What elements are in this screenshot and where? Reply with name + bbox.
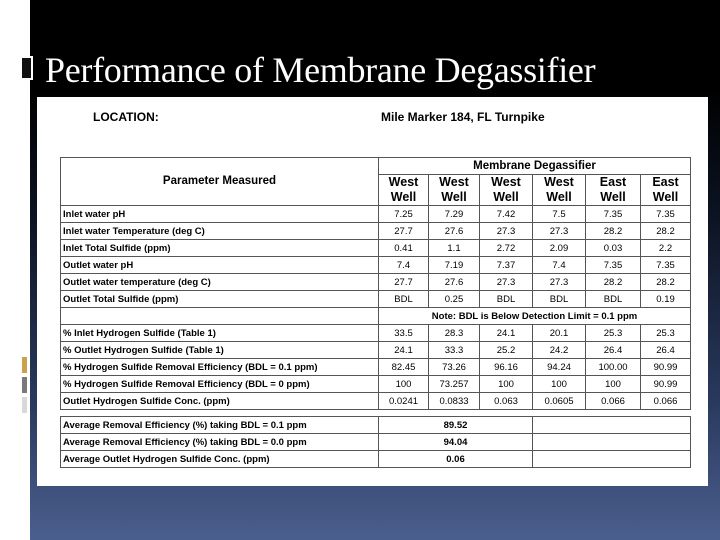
value-cell: 28.2: [641, 223, 691, 240]
value-cell: 26.4: [586, 342, 641, 359]
row-label: Outlet Total Sulfide (ppm): [61, 291, 379, 308]
table-row: [61, 240, 691, 257]
value-cell: 0.0605: [533, 393, 586, 410]
value-cell: 1.1: [429, 240, 480, 257]
row-label: Inlet water pH: [61, 206, 379, 223]
gap-cell: [61, 410, 691, 417]
value-cell: 0.03: [586, 240, 641, 257]
value-cell: 24.1: [480, 325, 533, 342]
value-cell: 7.19: [429, 257, 480, 274]
summary-label: Average Outlet Hydrogen Sulfide Conc. (ppm): [61, 451, 379, 468]
gap-row: [61, 410, 691, 417]
table-row: [61, 257, 691, 274]
summary-row: [61, 417, 691, 434]
location-label: LOCATION:: [93, 110, 159, 124]
row-label: % Hydrogen Sulfide Removal Efficiency (BDL = 0.1 ppm): [61, 359, 379, 376]
row-label: % Inlet Hydrogen Sulfide (Table 1): [61, 325, 379, 342]
value-cell: 100: [379, 376, 429, 393]
row-label: % Outlet Hydrogen Sulfide (Table 1): [61, 342, 379, 359]
value-cell: 7.35: [641, 206, 691, 223]
summary-value: 89.52: [379, 417, 533, 434]
well-header: West Well: [480, 175, 533, 206]
summary-label: Average Removal Efficiency (%) taking BDL = 0.1 ppm: [61, 417, 379, 434]
value-cell: 0.19: [641, 291, 691, 308]
value-cell: 0.066: [641, 393, 691, 410]
summary-blank: [533, 451, 691, 468]
value-cell: 27.6: [429, 274, 480, 291]
well-header: East Well: [641, 175, 691, 206]
slide-title: Performance of Membrane Degassifier: [45, 50, 596, 90]
value-cell: 27.3: [533, 274, 586, 291]
summary-row: [61, 451, 691, 468]
location-value: Mile Marker 184, FL Turnpike: [381, 110, 545, 124]
well-header: East Well: [586, 175, 641, 206]
table-row: [61, 325, 691, 342]
value-cell: BDL: [480, 291, 533, 308]
value-cell: 24.1: [379, 342, 429, 359]
value-cell: BDL: [586, 291, 641, 308]
row-label: Outlet water pH: [61, 257, 379, 274]
value-cell: 100.00: [586, 359, 641, 376]
value-cell: 27.6: [429, 223, 480, 240]
table-header-row: [61, 158, 691, 175]
value-cell: 27.3: [480, 223, 533, 240]
value-cell: 27.7: [379, 274, 429, 291]
value-cell: 2.72: [480, 240, 533, 257]
row-label: Inlet Total Sulfide (ppm): [61, 240, 379, 257]
value-cell: 7.42: [480, 206, 533, 223]
table-row: [61, 223, 691, 240]
well-header: West Well: [429, 175, 480, 206]
row-label: % Hydrogen Sulfide Removal Efficiency (BDL = 0 ppm): [61, 376, 379, 393]
value-cell: 2.09: [533, 240, 586, 257]
note-spacer: [61, 308, 379, 325]
value-cell: BDL: [533, 291, 586, 308]
table-row: [61, 376, 691, 393]
value-cell: 0.41: [379, 240, 429, 257]
table-row: [61, 274, 691, 291]
table-row: [61, 393, 691, 410]
value-cell: 20.1: [533, 325, 586, 342]
value-cell: 7.35: [586, 206, 641, 223]
summary-label: Average Removal Efficiency (%) taking BDL = 0.0 ppm: [61, 434, 379, 451]
value-cell: 100: [533, 376, 586, 393]
value-cell: 7.35: [586, 257, 641, 274]
value-cell: 90.99: [641, 376, 691, 393]
value-cell: 7.35: [641, 257, 691, 274]
value-cell: 100: [480, 376, 533, 393]
accent-bar-light: [22, 397, 27, 413]
value-cell: 28.3: [429, 325, 480, 342]
value-cell: 28.2: [586, 274, 641, 291]
value-cell: 0.066: [586, 393, 641, 410]
note-row: [61, 308, 691, 325]
value-cell: 7.4: [379, 257, 429, 274]
table-row: [61, 342, 691, 359]
row-label: Outlet Hydrogen Sulfide Conc. (ppm): [61, 393, 379, 410]
summary-blank: [533, 417, 691, 434]
value-cell: 100: [586, 376, 641, 393]
value-cell: 7.37: [480, 257, 533, 274]
parameter-header: Parameter Measured: [61, 158, 379, 206]
table-row: [61, 206, 691, 223]
value-cell: BDL: [379, 291, 429, 308]
value-cell: 73.26: [429, 359, 480, 376]
table-row: [61, 291, 691, 308]
summary-value: 94.04: [379, 434, 533, 451]
slide-left-bar: [0, 0, 30, 540]
value-cell: 73.257: [429, 376, 480, 393]
value-cell: 94.24: [533, 359, 586, 376]
value-cell: 33.3: [429, 342, 480, 359]
value-cell: 27.3: [533, 223, 586, 240]
accent-bar-gold: [22, 357, 27, 373]
value-cell: 28.2: [586, 223, 641, 240]
value-cell: 0.0241: [379, 393, 429, 410]
value-cell: 7.4: [533, 257, 586, 274]
title-marker-inner: [22, 58, 31, 78]
value-cell: 25.3: [641, 325, 691, 342]
value-cell: 25.2: [480, 342, 533, 359]
summary-blank: [533, 434, 691, 451]
value-cell: 90.99: [641, 359, 691, 376]
value-cell: 2.2: [641, 240, 691, 257]
value-cell: 7.25: [379, 206, 429, 223]
performance-table: [60, 157, 691, 468]
row-label: Outlet water temperature (deg C): [61, 274, 379, 291]
bdl-note: Note: BDL is Below Detection Limit = 0.1 ppm: [379, 308, 691, 325]
value-cell: 26.4: [641, 342, 691, 359]
value-cell: 0.063: [480, 393, 533, 410]
value-cell: 28.2: [641, 274, 691, 291]
value-cell: 7.5: [533, 206, 586, 223]
value-cell: 96.16: [480, 359, 533, 376]
well-header: West Well: [533, 175, 586, 206]
value-cell: 7.29: [429, 206, 480, 223]
well-header: West Well: [379, 175, 429, 206]
value-cell: 25.3: [586, 325, 641, 342]
row-label: Inlet water Temperature (deg C): [61, 223, 379, 240]
value-cell: 27.3: [480, 274, 533, 291]
value-cell: 27.7: [379, 223, 429, 240]
accent-bar-gray: [22, 377, 27, 393]
summary-row: [61, 434, 691, 451]
value-cell: 24.2: [533, 342, 586, 359]
value-cell: 82.45: [379, 359, 429, 376]
summary-value: 0.06: [379, 451, 533, 468]
value-cell: 0.0833: [429, 393, 480, 410]
group-header: Membrane Degassifier: [379, 158, 691, 175]
value-cell: 0.25: [429, 291, 480, 308]
table-row: [61, 359, 691, 376]
value-cell: 33.5: [379, 325, 429, 342]
